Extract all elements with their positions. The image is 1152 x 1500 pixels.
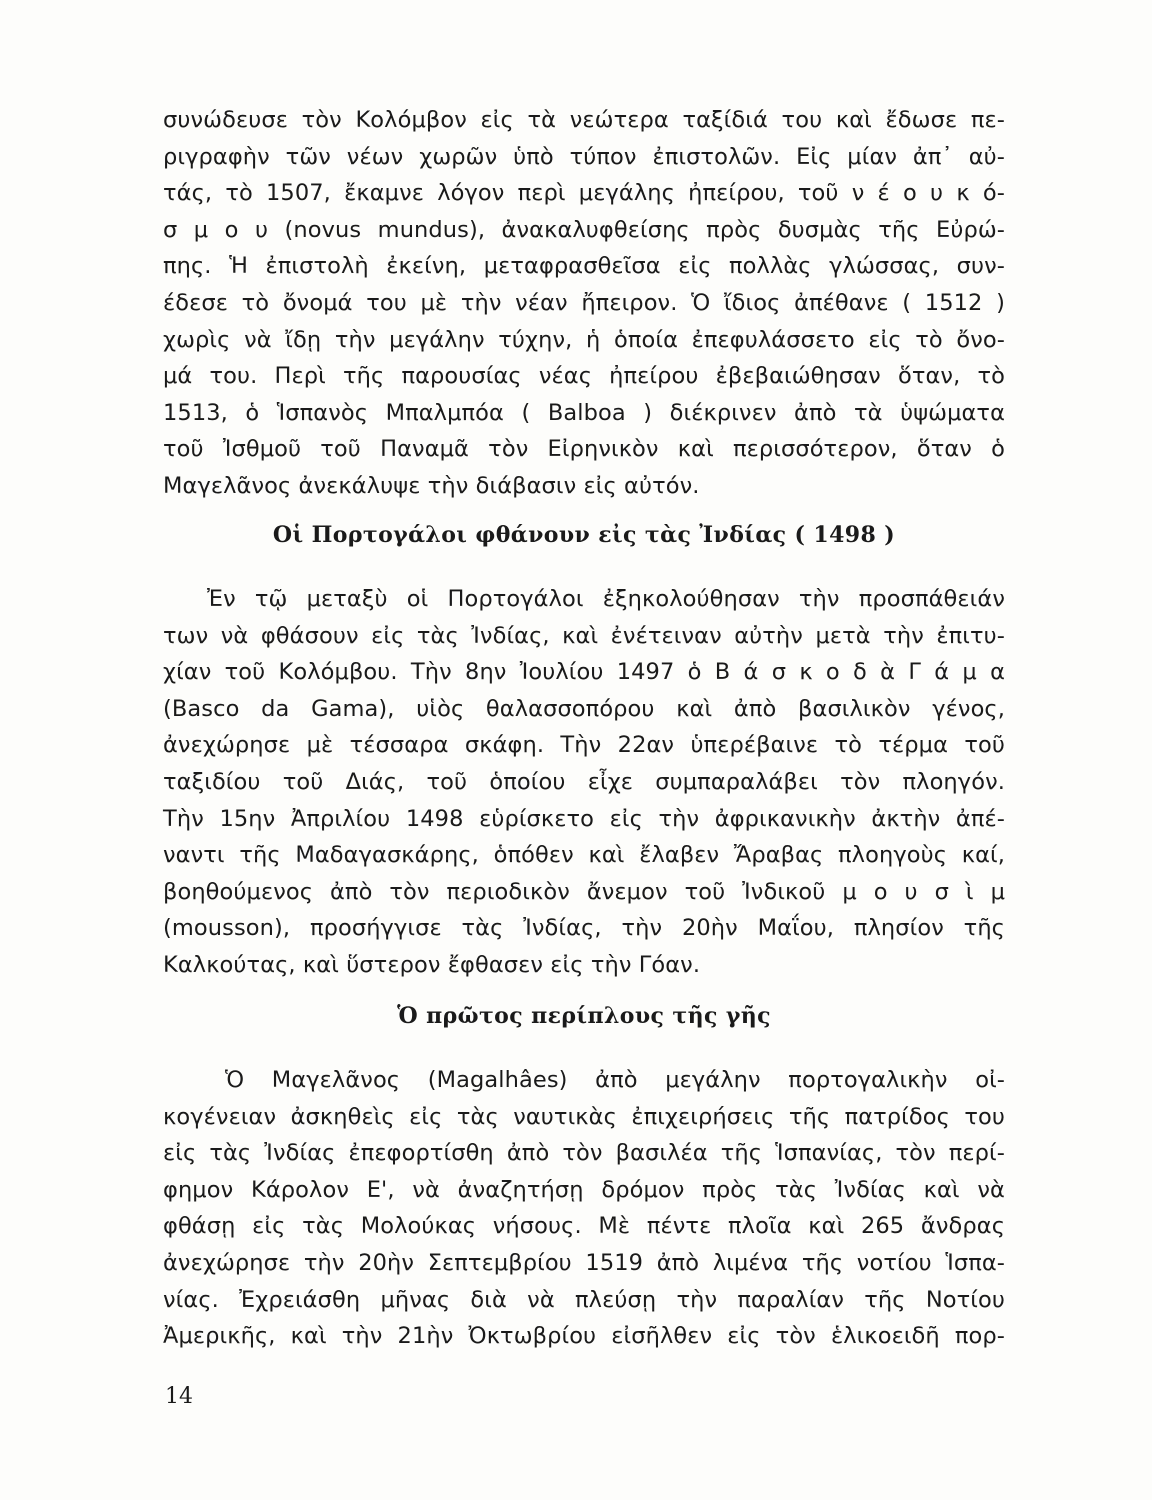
text-line: τάς, τὸ 1507, ἔκαμνε λόγον περὶ μεγάλης ἠπείρου, τοῦ ν έ ο υ κ ό- — [163, 180, 1005, 207]
text-line: τοῦ Ἰσθμοῦ τοῦ Παναμᾶ τὸν Εἰρηνικὸν καὶ περισσότερον, ὅταν ὁ — [163, 436, 1005, 463]
text-line: εἰς τὰς Ἰνδίας ἐπεφορτίσθη ἀπὸ τὸν βασιλέα τῆς Ἱσπανίας, τὸν περί- — [163, 1140, 1005, 1167]
page-number: 14 — [165, 1384, 193, 1409]
text-line: 1513, ὁ Ἱσπανὸς Μπαλμπόα ( Balboa ) διέκρινεν ἀπὸ τὰ ὑψώματα — [163, 399, 1005, 426]
paragraph-magellan — [163, 1062, 1005, 1355]
section-heading-first-circumnavigation: Ὁ πρῶτος περίπλους τῆς γῆς — [397, 1003, 771, 1029]
text-line: Ἀμερικῆς, καὶ τὴν 21ὴν Ὀκτωβρίου εἰσῆλθεν εἰς τὸν ἑλικοειδῆ πορ- — [163, 1323, 1005, 1350]
text-line: (mousson), προσήγγισε τὰς Ἰνδίας, τὴν 20ὴν Μαΐου, πλησίον τῆς — [163, 915, 1005, 942]
text-line: χωρὶς νὰ ἴδῃ τὴν μεγάλην τύχην, ἡ ὁποία ἐπεφυλάσσετο εἰς τὸ ὄνο- — [163, 326, 1005, 353]
text-line: ναντι τῆς Μαδαγασκάρης, ὁπόθεν καὶ ἔλαβεν Ἄραβας πλοηγοὺς καί, — [163, 842, 1005, 869]
paragraph-amerigo — [163, 102, 1005, 505]
text-line: φθάσῃ εἰς τὰς Μολούκας νήσους. Μὲ πέντε πλοῖα καὶ 265 ἄνδρας — [163, 1213, 1005, 1240]
text-line: χίαν τοῦ Κολόμβου. Τὴν 8ην Ἰουλίου 1497 ὁ Β ά σ κ ο δ ὰ Γ ά μ α — [163, 659, 1005, 686]
paragraph-vasco-da-gama — [163, 581, 1005, 984]
text-line: Καλκούτας, καὶ ὕστερον ἔφθασεν εἰς τὴν Γόαν. — [163, 951, 701, 978]
text-line: (Basco da Gama), υἱὸς θαλασσοπόρου καὶ ἀπὸ βασιλικὸν γένος, — [163, 695, 1005, 722]
text-line: φημον Κάρολον Ε', νὰ ἀναζητήσῃ δρόμον πρὸς τὰς Ἰνδίας καὶ νὰ — [163, 1176, 1005, 1203]
section-heading-portuguese-india: Οἱ Πορτογάλοι φθάνουν εἰς τὰς Ἰνδίας ( 1498 ) — [272, 522, 896, 548]
text-line: Ὁ Μαγελᾶνος (Magalhâes) ἀπὸ μεγάλην πορτογαλικὴν οἰ- — [225, 1067, 1005, 1093]
text-line: βοηθούμενος ἀπὸ τὸν περιοδικὸν ἄνεμον τοῦ Ἰνδικοῦ μ ο υ σ ὶ μ — [163, 878, 1005, 905]
text-line: Μαγελᾶνος ἀνεκάλυψε τὴν διάβασιν εἰς αὐτόν. — [163, 472, 700, 499]
text-line: των νὰ φθάσουν εἰς τὰς Ἰνδίας, καὶ ἐνέτειναν αὐτὴν μετὰ τὴν ἐπιτυ- — [163, 622, 1005, 649]
text-line: ριγραφὴν τῶν νέων χωρῶν ὑπὸ τύπον ἐπιστολῶν. Εἰς μίαν ἀπ᾽ αὐ- — [163, 143, 1005, 170]
text-line: συνώδευσε τὸν Κολόμβον εἰς τὰ νεώτερα ταξίδιά του καὶ ἔδωσε πε- — [163, 107, 1005, 133]
text-line: κογένειαν ἀσκηθεὶς εἰς τὰς ναυτικὰς ἐπιχειρήσεις τῆς πατρίδος του — [163, 1103, 1005, 1130]
text-line: σ μ ο υ (novus mundus), ἀνακαλυφθείσης πρὸς δυσμὰς τῆς Εὐρώ- — [163, 216, 1005, 243]
text-line: ἀνεχώρησε τὴν 20ὴν Σεπτεμβρίου 1519 ἀπὸ λιμένα τῆς νοτίου Ἱσπα- — [163, 1249, 1005, 1276]
text-line: έδεσε τὸ ὄνομά του μὲ τὴν νέαν ἤπειρον. Ὁ ἴδιος ἀπέθανε ( 1512 ) — [163, 289, 1005, 316]
text-line: νίας. Ἐχρειάσθη μῆνας διὰ νὰ πλεύσῃ τὴν παραλίαν τῆς Νοτίου — [163, 1286, 1005, 1313]
text-line: πης. Ἡ ἐπιστολὴ ἐκείνη, μεταφρασθεῖσα εἰς πολλὰς γλώσσας, συν- — [163, 253, 1005, 280]
text-line: μά του. Περὶ τῆς παρουσίας νέας ἠπείρου ἐβεβαιώθησαν ὅταν, τὸ — [163, 363, 1005, 390]
text-line: ταξιδίου τοῦ Διάς, τοῦ ὁποίου εἶχε συμπαραλάβει τὸν πλοηγόν. — [163, 768, 1005, 795]
text-line: Ἐν τῷ μεταξὺ οἱ Πορτογάλοι ἐξηκολούθησαν τὴν προσπάθειάν — [207, 586, 1005, 612]
text-line: Τὴν 15ην Ἀπριλίου 1498 εὑρίσκετο εἰς τὴν ἀφρικανικὴν ἀκτὴν ἀπέ- — [163, 805, 1005, 832]
text-line: ἀνεχώρησε μὲ τέσσαρα σκάφη. Τὴν 22αν ὑπερέβαινε τὸ τέρμα τοῦ — [163, 732, 1005, 759]
